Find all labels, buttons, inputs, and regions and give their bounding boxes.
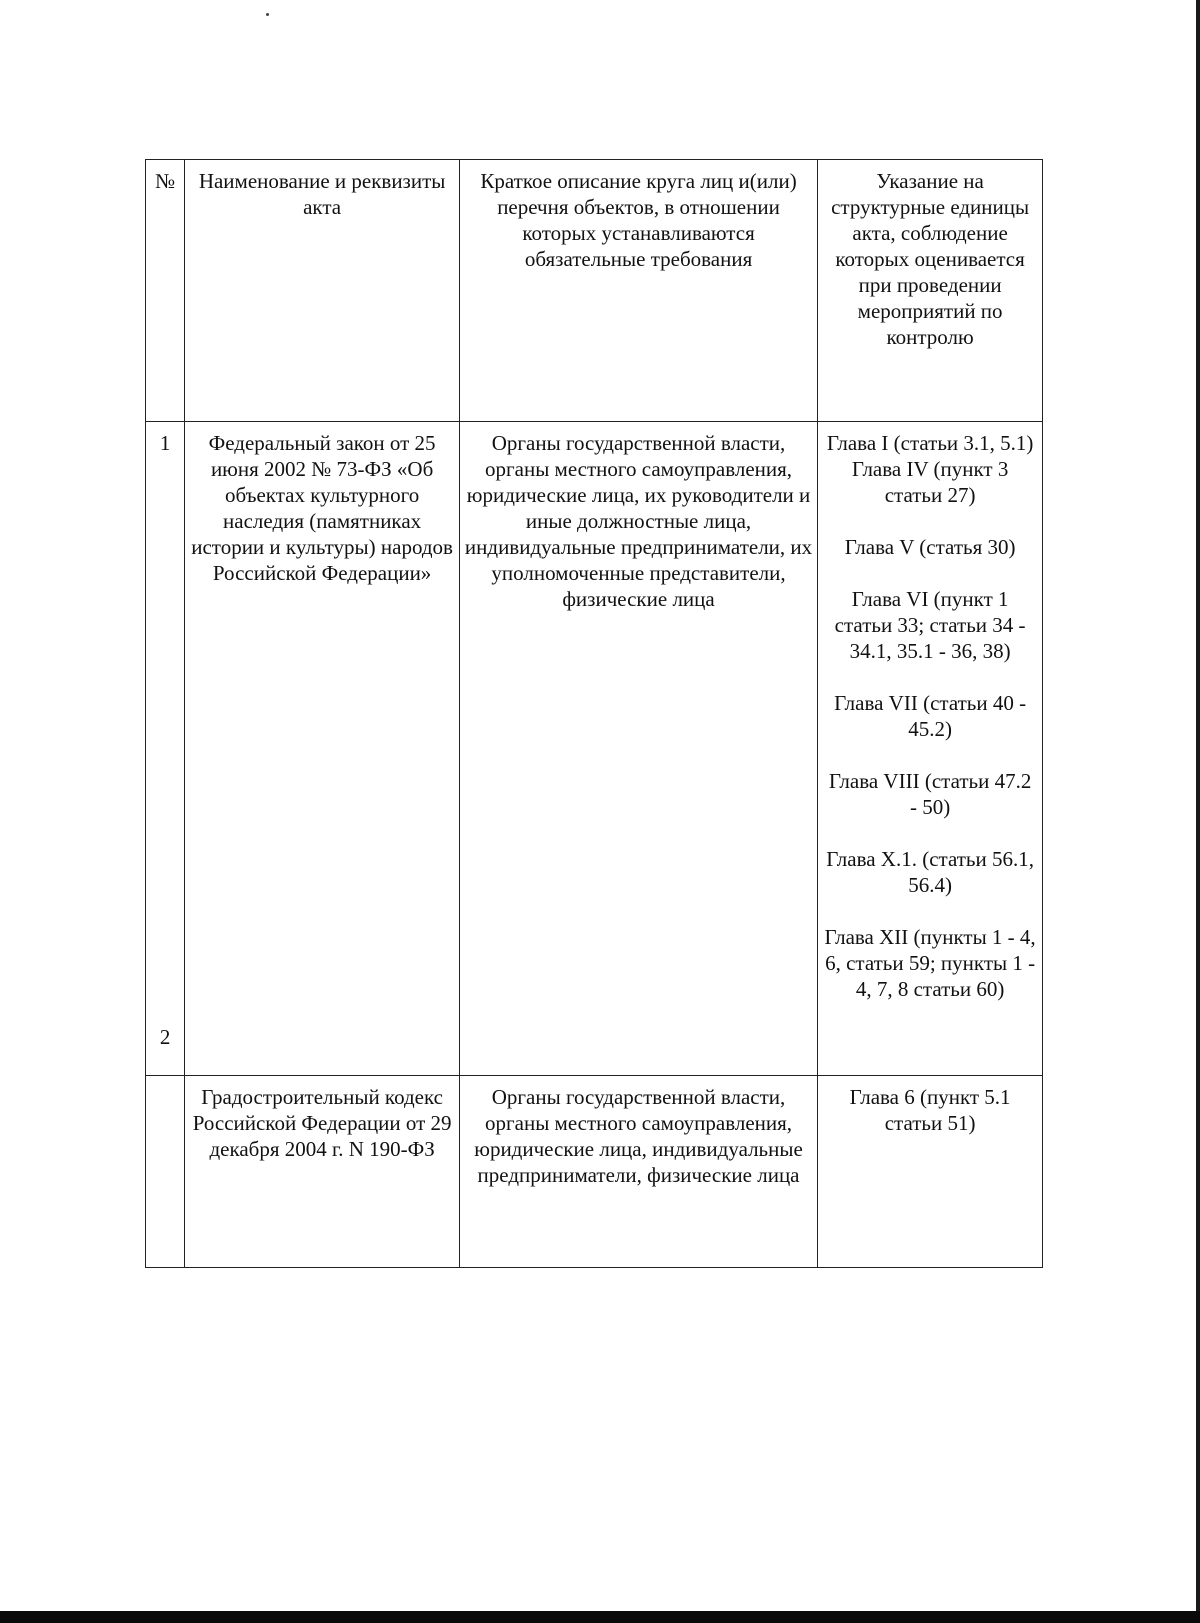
scan-edge-bottom	[0, 1611, 1200, 1623]
act-name: Федеральный закон от 25 июня 2002 № 73-ФЗ «Об объектах культурного наследия (памятниках истории и культуры) народов Российской Федерации»	[185, 422, 459, 1076]
row-num	[146, 1025, 185, 1268]
header-num: №	[146, 160, 185, 422]
unit-item: Глава X.1. (статьи 56.1, 56.4)	[826, 847, 1034, 897]
row-num-text: 2	[159, 1025, 171, 1049]
unit-item: Глава VI (пункт 1 статьи 33; статьи 34 - 34.1, 35.1 - 36, 38)	[834, 587, 1026, 663]
act-description: Органы государственной власти, органы местного самоуправления, юридические лица, их руководители и иные должностные лица, индивидуальные предприниматели, их уполномоченные представители, физические лица	[459, 422, 817, 1076]
acts-table	[145, 159, 1043, 1268]
unit-item: Глава 6 (пункт 5.1 статьи 51)	[849, 1085, 1011, 1135]
header-name: Наименование и реквизиты акта	[185, 160, 459, 422]
unit-item: Глава I (статьи 3.1, 5.1)	[826, 431, 1034, 455]
act-description: Органы государственной власти, органы местного самоуправления, юридические лица, индивидуальные предприниматели, физические лица	[459, 1076, 817, 1268]
unit-item: Глава VII (статьи 40 - 45.2)	[834, 691, 1027, 741]
unit-item: Глава VIII (статьи 47.2 - 50)	[828, 769, 1032, 819]
unit-item: Глава XII (пункты 1 - 4, 6, статьи 59; пункты 1 - 4, 7, 8 статьи 60)	[824, 925, 1036, 1001]
unit-item: Глава V (статья 30)	[844, 535, 1016, 559]
header-description: Краткое описание круга лиц и(или) перечня объектов, в отношении которых устанавливаются обязательные требования	[459, 160, 817, 422]
act-units	[818, 1076, 1043, 1268]
table-header-row	[146, 160, 1043, 422]
header-units: Указание на структурные единицы акта, соблюдение которых оценивается при проведении мероприятий по контролю	[818, 160, 1043, 422]
scan-edge-right	[1196, 0, 1200, 1623]
table-row	[146, 1076, 1043, 1268]
row-num: 1	[146, 422, 185, 1076]
unit-item: Глава IV (пункт 3 статьи 27)	[851, 457, 1009, 507]
act-name: Градостроительный кодекс Российской Федерации от 29 декабря 2004 г. N 190-ФЗ	[185, 1076, 459, 1268]
act-units	[818, 422, 1043, 1076]
scan-speck	[266, 13, 269, 16]
table-row	[146, 422, 1043, 1076]
